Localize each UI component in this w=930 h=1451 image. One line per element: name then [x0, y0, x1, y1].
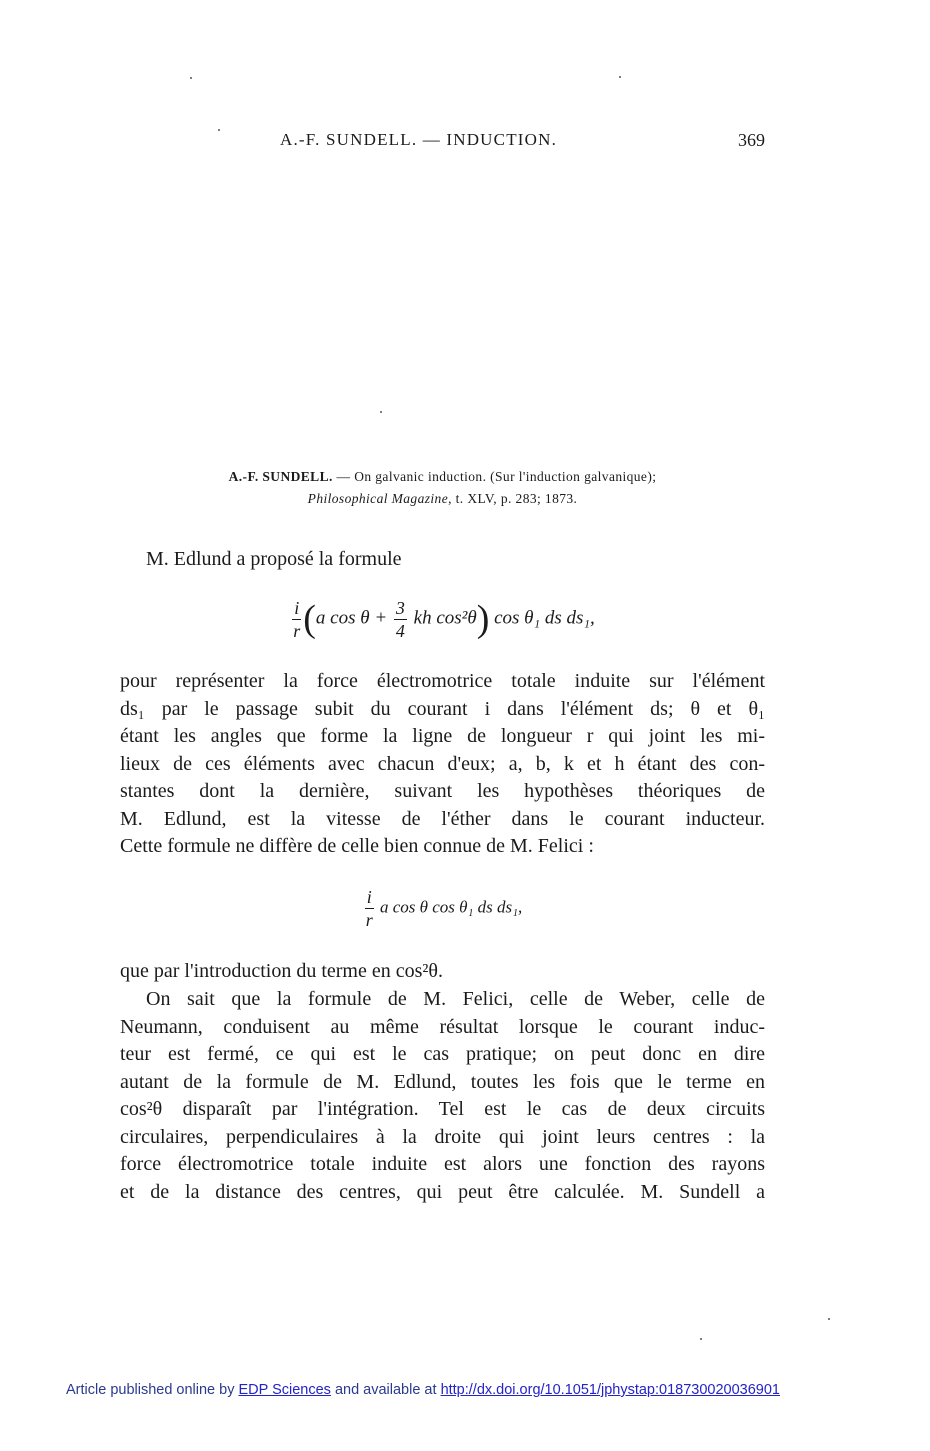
paragraph-line: lieux de ces éléments avec chacun d'eux; a, b, k et h étant des con- [120, 752, 765, 775]
formula-fraction [292, 599, 301, 640]
paragraph-line: stantes dont la dernière, suivant les hypothèses théoriques de [120, 780, 765, 802]
paragraph-line: étant les angles que forme la ligne de longueur r qui joint les mi- [120, 725, 765, 747]
paragraph-1 [120, 668, 765, 861]
paragraph-line: Neumann, conduisent au même résultat lorsque le courant induc- [120, 1015, 765, 1038]
paragraph-line: force électromotrice totale induite est alors une fonction des rayons [120, 1153, 765, 1175]
paragraph-line: M. Edlund, est la vitesse de l'éther dans le courant inducteur. [120, 807, 765, 830]
paragraph-line: circulaires, perpendiculaires à la droite qui joint leurs centres : la [120, 1125, 765, 1148]
open-paren: ( [303, 598, 316, 640]
paragraph-line: cos²θ disparaît par l'intégration. Tel est le cas de deux circuits [120, 1098, 765, 1120]
citation-author: A.-F. SUNDELL. [228, 469, 333, 484]
paragraph-2: que par l'introduction du terme en cos²θ. [120, 960, 443, 982]
running-title: A.-F. SUNDELL. — INDUCTION. [280, 130, 558, 149]
formula-inner-right: kh cos²θ [408, 607, 477, 629]
citation-line-1 [120, 466, 765, 488]
page-header [120, 128, 765, 156]
paragraph-line: et de la distance des centres, qui peut être calculée. M. Sundell a [120, 1180, 765, 1203]
citation-title: — On galvanic induction. (Sur l'induction galvanique); [332, 469, 657, 484]
fraction-denominator: r [365, 910, 373, 930]
print-speck [190, 77, 192, 79]
paragraph-3 [120, 986, 765, 1206]
formula-inner-left: a cos θ + [315, 607, 392, 629]
coefficient-numerator: 3 [395, 597, 405, 618]
paragraph-line: Cette formule ne diffère de celle bien connue de M. Felici : [120, 835, 594, 857]
print-speck [700, 1338, 702, 1340]
page-number: 369 [738, 130, 765, 150]
formula-fraction [365, 888, 374, 929]
paragraph-line: On sait que la formule de M. Felici, celle de Weber, celle de [146, 988, 765, 1010]
formula-body: a cos θ cos θ₁ ds ds₁, [375, 897, 523, 917]
formula-edlund [120, 597, 765, 641]
citation-journal: Philosophical Magazine [307, 491, 449, 506]
formula-felici [120, 888, 765, 929]
fraction-denominator: r [293, 620, 301, 641]
print-speck [380, 411, 382, 413]
citation-block [120, 466, 765, 510]
print-speck [828, 1318, 830, 1320]
paragraph-line: autant de la formule de M. Edlund, toutes les fois que le terme en [120, 1070, 765, 1093]
citation-line-2 [120, 488, 765, 510]
print-speck [619, 76, 621, 78]
fraction-numerator: i [366, 887, 372, 907]
publication-footer [66, 1382, 780, 1398]
formula-tail: cos θ₁ ds ds₁, [489, 607, 595, 629]
fraction-numerator: i [294, 597, 300, 618]
paragraph-line: ds₁ par le passage subit du courant i dans l'élément ds; θ et θ₁ [120, 697, 765, 720]
close-paren: ) [476, 598, 490, 640]
footer-middle: and available at [330, 1382, 441, 1398]
coefficient-denominator: 4 [395, 620, 405, 641]
paragraph-line: pour représenter la force électromotrice totale induite sur l'élément [120, 670, 765, 692]
publisher-link[interactable]: EDP Sciences [238, 1382, 331, 1398]
formula-coefficient [394, 599, 407, 640]
intro-text: M. Edlund a proposé la formule [146, 548, 402, 570]
doi-link[interactable]: http://dx.doi.org/10.1051/jphystap:018730020036901 [440, 1382, 780, 1398]
citation-details: , t. XLV, p. 283; 1873. [448, 491, 578, 506]
footer-prefix: Article published online by [66, 1382, 239, 1398]
paragraph-line: teur est fermé, ce qui est le cas pratique; on peut donc en dire [120, 1043, 765, 1065]
